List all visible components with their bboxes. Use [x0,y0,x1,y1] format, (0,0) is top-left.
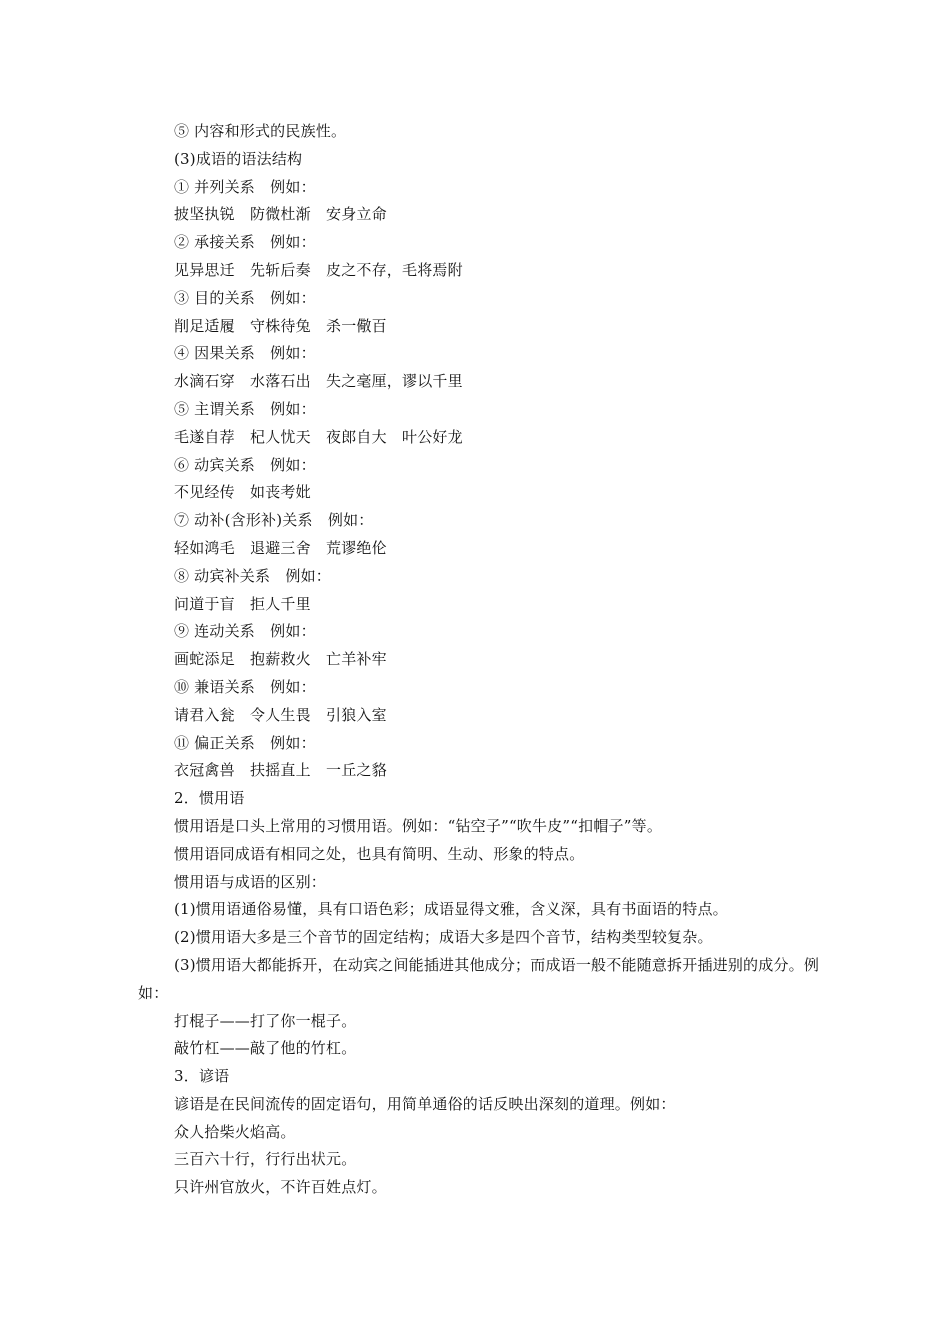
paragraph: 惯用语是口头上常用的习惯用语。例如：“钻空子”“吹牛皮”“扣帽子”等。 [174,816,663,835]
paragraph: 惯用语与成语的区别： [174,872,327,891]
paragraph: 谚语是在民间流传的固定语句，用简单通俗的话反映出深刻的道理。例如： [174,1094,676,1113]
text-line: ⑤ 内容和形式的民族性。 [174,122,347,140]
document-body [138,118,823,1202]
text-line: ③ 目的关系 例如： [174,288,316,307]
example-line: 画蛇添足 抱薪救火 亡羊补牢 [174,650,387,669]
example-line: 见异思迁 先斩后奏 皮之不存，毛将焉附 [174,260,463,279]
example-line: 削足适履 守株待兔 杀一儆百 [174,316,387,335]
text-line: ⑤ 主谓关系 例如： [174,399,316,418]
example-line: 水滴石穿 水落石出 失之毫厘，谬以千里 [174,372,463,391]
example-line: 请君入瓮 令人生畏 引狼入室 [174,705,387,724]
text-line: ⑪ 偏正关系 例如： [174,733,316,752]
example-line: 衣冠禽兽 扶摇直上 一丘之貉 [174,761,387,780]
example-line: 轻如鸿毛 退避三舍 荒谬绝伦 [174,538,387,557]
example-line: 三百六十行，行行出状元。 [174,1150,357,1169]
text-line: ⑩ 兼语关系 例如： [174,677,316,696]
section-heading: 2．惯用语 [174,789,245,808]
example-line: 披坚执锐 防微杜渐 安身立命 [174,205,387,224]
paragraph: (3)惯用语大都能拆开，在动宾之间能插进其他成分；而成语一般不能随意拆开插进别的成分。例如： [138,955,820,1002]
text-line: ⑦ 动补(含形补)关系 例如： [174,511,374,530]
paragraph: 惯用语同成语有相同之处，也具有简明、生动、形象的特点。 [174,844,585,863]
example-line: 众人拾柴火焰高。 [174,1122,296,1141]
example-line: 毛遂自荐 杞人忧天 夜郎自大 叶公好龙 [174,427,463,446]
text-line: ① 并列关系 例如： [174,177,316,196]
text-line: ② 承接关系 例如： [174,233,316,252]
section-heading: 3．谚语 [174,1067,230,1086]
text-line: ⑥ 动宾关系 例如： [174,455,316,474]
paragraph: (2)惯用语大多是三个音节的固定结构；成语大多是四个音节，结构类型较复杂。 [174,928,713,947]
text-line: ⑧ 动宾补关系 例如： [174,566,331,585]
example-line: 敲竹杠——敲了他的竹杠。 [174,1039,357,1058]
paragraph: (1)惯用语通俗易懂，具有口语色彩；成语显得文雅，含义深，具有书面语的特点。 [174,900,728,919]
section-heading: (3)成语的语法结构 [174,149,303,168]
text-line: ④ 因果关系 例如： [174,344,316,363]
text-line: ⑨ 连动关系 例如： [174,622,316,641]
example-line: 问道于盲 拒人千里 [174,594,311,613]
example-line: 不见经传 如丧考妣 [174,483,311,502]
example-line: 只许州官放火，不许百姓点灯。 [174,1178,387,1197]
example-line: 打棍子——打了你一棍子。 [174,1011,357,1030]
